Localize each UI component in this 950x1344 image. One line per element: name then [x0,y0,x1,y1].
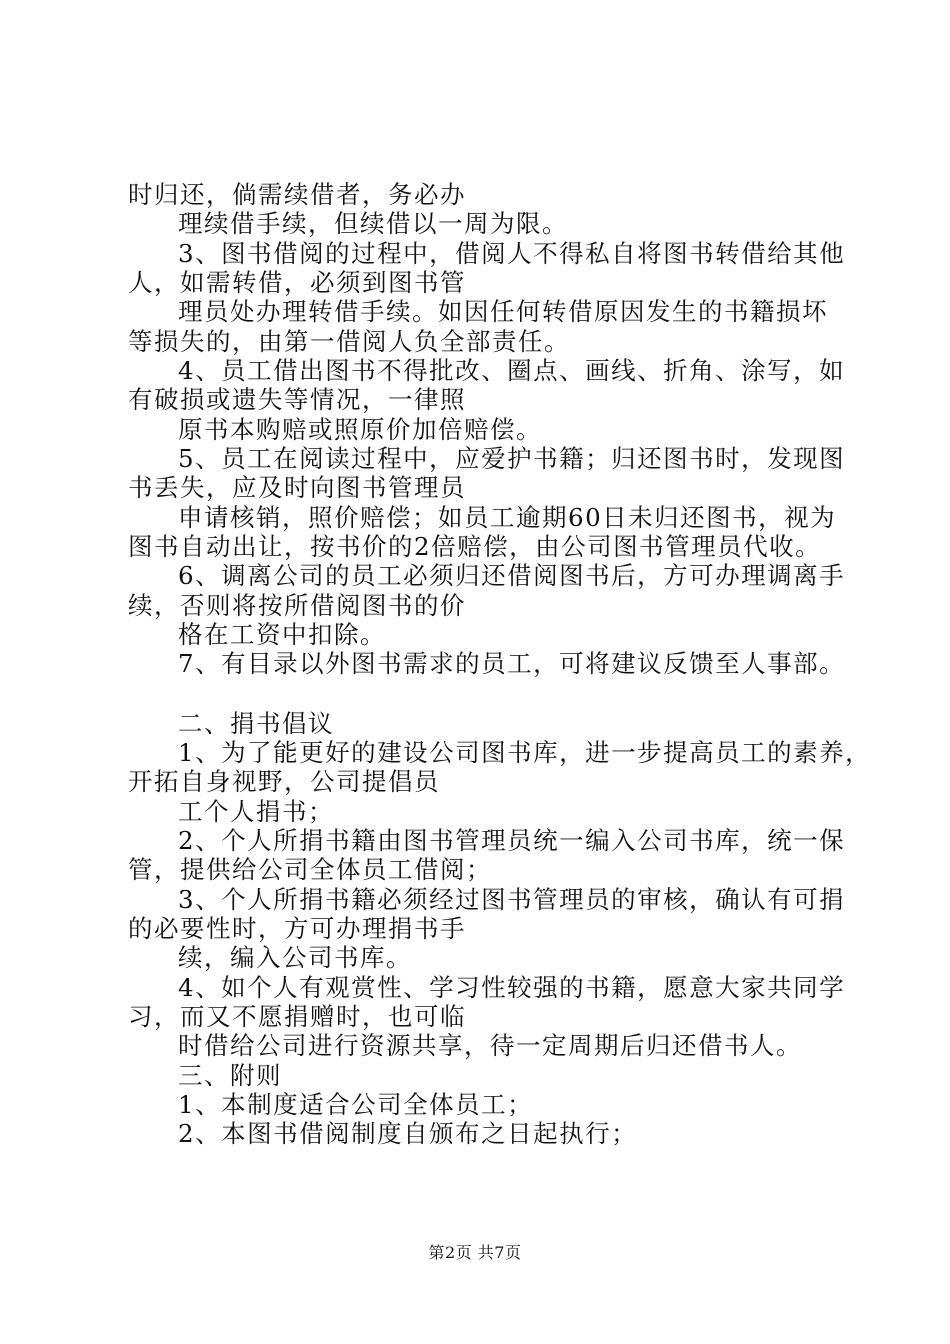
text-line: 时归还，倘需续借者，务必办 [128,180,466,209]
text-line: 习，而又不愿捐赠时，也可临 [128,1002,466,1031]
text-line: 理续借手续，但续借以一周为限。 [178,209,568,238]
text-line: 1、为了能更好的建设公司图书库，进一步提高员工的素养， [178,738,872,767]
text-line: 工个人捐书； [178,797,334,826]
text-line: 1、本制度适合公司全体员工； [178,1090,534,1119]
page-number: 第2页 共7页 [428,1243,522,1262]
text-line: 人，如需转借，必须到图书管 [128,268,466,297]
text-line: 图书自动出让，按书价的2倍赔偿，由公司图书管理员代收。 [128,532,822,561]
text-line: 续，否则将按所借阅图书的价 [128,591,466,620]
text-line: 4、员工借出图书不得批改、圈点、画线、折角、涂写，如 [178,356,846,385]
text-line: 7、有目录以外图书需求的员工，可将建议反馈至人事部。 [178,649,846,678]
text-line: 申请核销，照价赔偿；如员工逾期60日未归还图书，视为 [178,503,837,532]
text-line: 书丢失，应及时向图书管理员 [128,473,466,502]
text-line: 2、本图书借阅制度自颁布之日起执行； [178,1119,638,1148]
text-line: 原书本购赔或照原价加倍赔偿。 [178,415,542,444]
text-line: 2、个人所捐书籍由图书管理员统一编入公司书库，统一保 [178,826,846,855]
text-line: 的必要性时，方可办理捐书手 [128,914,466,943]
text-line: 理员处办理转借手续。如因任何转借原因发生的书籍损坏 [178,297,828,326]
section-heading: 三、附则 [178,1061,282,1090]
text-line: 4、如个人有观赏性、学习性较强的书籍，愿意大家共同学 [178,973,846,1002]
text-line: 6、调离公司的员工必须归还借阅图书后，方可办理调离手 [178,561,846,590]
text-line: 有破损或遗失等情况，一律照 [128,385,466,414]
text-line: 3、图书借阅的过程中，借阅人不得私自将图书转借给其他 [178,239,846,268]
text-line: 时借给公司进行资源共享，待一定周期后归还借书人。 [178,1031,802,1060]
text-line: 管，提供给公司全体员工借阅； [128,855,492,884]
text-line: 续，编入公司书库。 [178,943,412,972]
text-line: 等损失的，由第一借阅人负全部责任。 [128,327,570,356]
text-line: 5、员工在阅读过程中，应爱护书籍；归还图书时，发现图 [178,444,846,473]
section-heading: 二、捐书倡议 [178,709,334,738]
text-line: 3、个人所捐书籍必须经过图书管理员的审核，确认有可捐 [178,885,846,914]
text-line: 开拓自身视野，公司提倡员 [128,767,440,796]
text-line: 格在工资中扣除。 [178,620,386,649]
